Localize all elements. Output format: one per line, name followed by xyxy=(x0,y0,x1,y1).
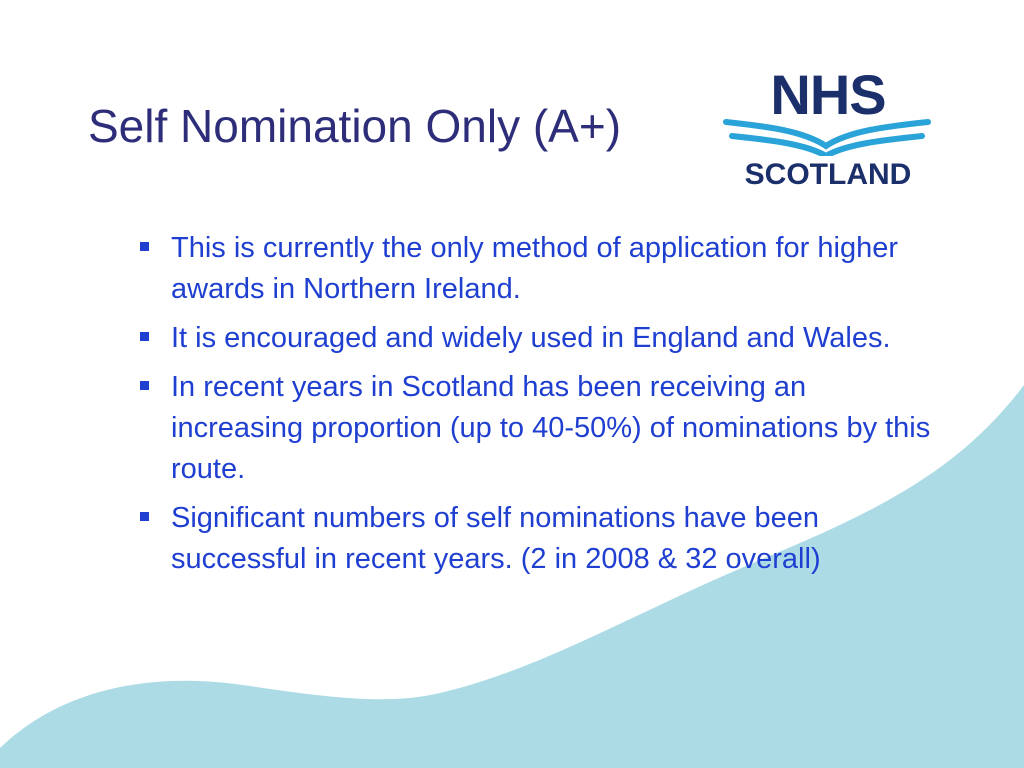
bullet-item xyxy=(140,318,940,359)
square-bullet-icon xyxy=(140,332,149,341)
logo-nhs-text: NHS xyxy=(770,63,886,126)
bullet-text: Significant numbers of self nominations have been successful in recent years. (2 in 2008 & 32 overall) xyxy=(171,502,821,575)
nhs-scotland-logo xyxy=(722,56,932,196)
square-bullet-icon xyxy=(140,512,149,521)
bullet-item xyxy=(140,367,940,490)
bullet-text: It is encouraged and widely used in England and Wales. xyxy=(171,322,891,354)
bullet-list xyxy=(140,228,940,588)
bullet-text: This is currently the only method of application for higher awards in Northern Ireland. xyxy=(171,232,898,305)
bullet-item xyxy=(140,228,940,310)
slide-title: Self Nomination Only (A+) xyxy=(88,100,622,152)
bullet-item xyxy=(140,498,940,580)
square-bullet-icon xyxy=(140,381,149,390)
square-bullet-icon xyxy=(140,242,149,251)
bullet-text: In recent years in Scotland has been receiving an increasing proportion (up to 40-50%) of nominations by this route. xyxy=(171,371,931,485)
logo-scotland-text: SCOTLAND xyxy=(744,158,912,191)
